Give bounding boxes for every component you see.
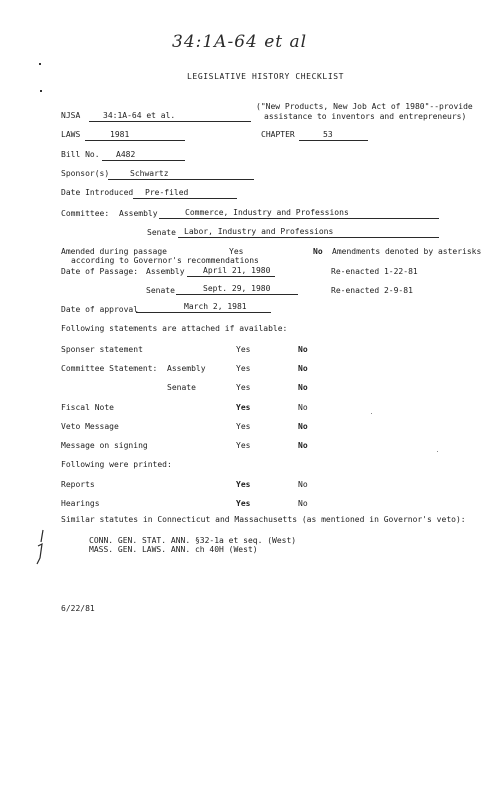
signing-message-no-checked: No [298, 441, 308, 450]
bill-label: Bill No. [61, 150, 100, 159]
amended-note: Amendments denoted by asterisks [332, 247, 482, 256]
sponsor-statement-no-checked: No [298, 345, 308, 354]
act-title-line2: assistance to inventors and entrepreneurs) [264, 112, 467, 121]
date-introduced-label: Date Introduced [61, 188, 134, 197]
passage-assembly-reenacted: Re-enacted 1-22-81 [331, 267, 418, 276]
committee-assembly-value: Commerce, Industry and Professions [159, 209, 439, 219]
signing-message-label: Message on signing [61, 441, 148, 450]
passage-label: Date of Passage: [61, 267, 139, 276]
passage-assembly-value: April 21, 1980 [187, 267, 275, 277]
scan-speck [437, 451, 438, 452]
printed-header: Following were printed: [61, 460, 172, 469]
amended-no-checked: No [313, 247, 323, 256]
hearings-label: Hearings [61, 499, 100, 508]
committee-statement-assembly-label: Assembly [167, 364, 206, 373]
amended-yes: Yes [229, 247, 244, 256]
scan-speck [371, 413, 372, 414]
laws-value: 1981 [85, 131, 185, 141]
conn-statute: CONN. GEN. STAT. ANN. §32-1a et seq. (West) [89, 536, 297, 545]
handwritten-statute-note: 34:1A-64 et al [172, 32, 308, 52]
passage-assembly-label: Assembly [146, 267, 185, 276]
veto-message-label: Veto Message [61, 422, 119, 431]
committee-senate-value: Labor, Industry and Professions [178, 228, 439, 238]
committee-label: Committee: [61, 209, 110, 218]
committee-statement-assembly-no-checked: No [298, 364, 308, 373]
veto-message-no-checked: No [298, 422, 308, 431]
committee-statement-label: Committee Statement: [61, 364, 158, 373]
reports-label: Reports [61, 480, 95, 489]
reports-no: No [298, 480, 308, 489]
njsa-value: 34:1A-64 et al. [89, 112, 251, 122]
chapter-value: 53 [299, 131, 368, 141]
reports-yes-checked: Yes [236, 480, 251, 489]
stray-mark [40, 90, 42, 92]
signing-message-yes: Yes [236, 441, 251, 450]
footer-date: 6/22/81 [61, 604, 95, 613]
passage-senate-label: Senate [146, 286, 175, 295]
document-title: LEGISLATIVE HISTORY CHECKLIST [187, 72, 345, 81]
statements-header: Following statements are attached if available: [61, 324, 288, 333]
hearings-yes-checked: Yes [236, 499, 251, 508]
mass-statute: MASS. GEN. LAWS. ANN. ch 40H (West) [89, 545, 258, 554]
act-title-line1: ("New Products, New Job Act of 1980"--provide [256, 102, 473, 111]
approval-value: March 2, 1981 [136, 303, 271, 313]
committee-assembly-label: Assembly [119, 209, 158, 218]
sponsor-statement-yes: Yes [236, 345, 251, 354]
sponsor-label: Sponsor(s) [61, 169, 110, 178]
bill-value: A482 [102, 151, 185, 161]
date-introduced-value: Pre-filed [133, 189, 237, 199]
passage-senate-value: Sept. 29, 1980 [176, 285, 298, 295]
committee-statement-senate-no-checked: No [298, 383, 308, 392]
sponsor-value: Schwartz [108, 170, 254, 180]
committee-senate-label: Senate [147, 228, 176, 237]
amended-sub: according to Governor's recommendations [71, 256, 259, 265]
hearings-no: No [298, 499, 308, 508]
approval-label: Date of approval [61, 305, 139, 314]
chapter-label: CHAPTER [261, 130, 295, 139]
amended-label: Amended during passage [61, 247, 167, 256]
fiscal-note-label: Fiscal Note [61, 403, 114, 412]
laws-label: LAWS [61, 130, 81, 139]
sponsor-statement-label: Sponser statement [61, 345, 143, 354]
njsa-label: NJSA [61, 111, 81, 120]
stray-mark [39, 63, 41, 65]
committee-statement-senate-yes: Yes [236, 383, 251, 392]
margin-bracket-mark [34, 528, 48, 568]
veto-message-yes: Yes [236, 422, 251, 431]
fiscal-note-no: No [298, 403, 308, 412]
fiscal-note-yes-checked: Yes [236, 403, 251, 412]
committee-statement-assembly-yes: Yes [236, 364, 251, 373]
committee-statement-senate-label: Senate [167, 383, 196, 392]
similar-statutes-header: Similar statutes in Connecticut and Massachusetts (as mentioned in Governor's veto): [61, 515, 466, 524]
passage-senate-reenacted: Re-enacted 2-9-81 [331, 286, 413, 295]
